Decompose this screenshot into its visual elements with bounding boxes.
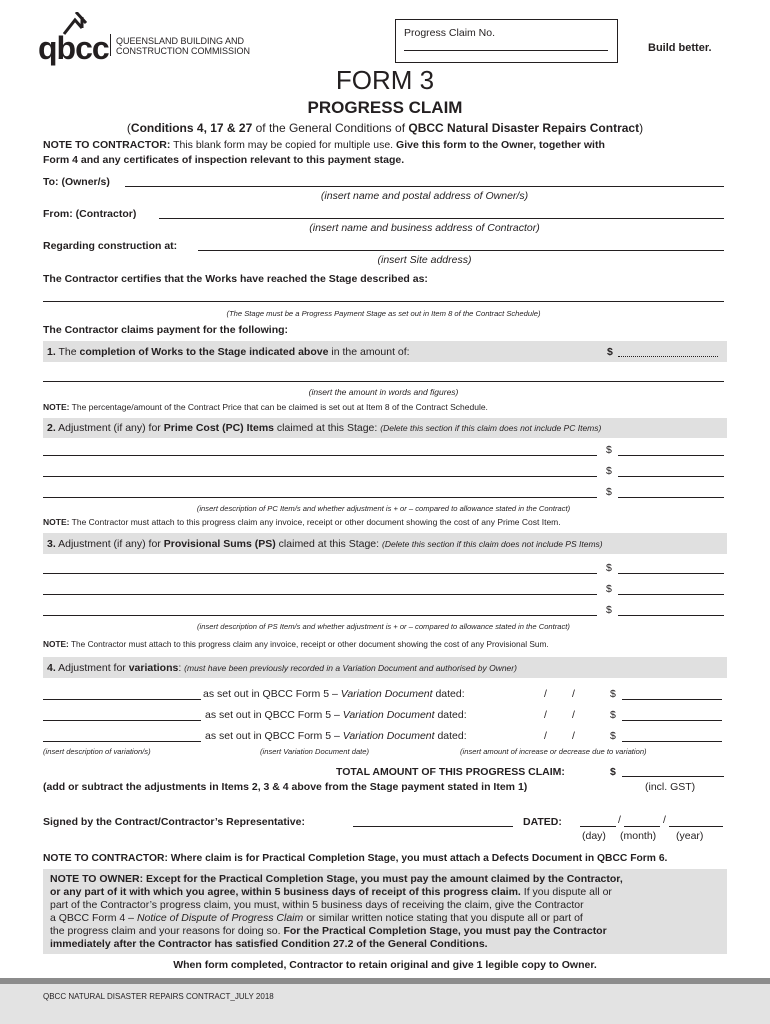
footer-text: QBCC NATURAL DISASTER REPAIRS CONTRACT_JULY 2018	[43, 992, 274, 1001]
ps-item-description-2[interactable]	[43, 594, 597, 595]
total-label: TOTAL AMOUNT OF THIS PROGRESS CLAIM:	[336, 766, 565, 778]
signed-label: Signed by the Contract/Contractor’s Representative:	[43, 816, 305, 828]
owner-note-line6: immediately after the Contractor has satisfied Condition 27.2 of the General Conditions.	[50, 938, 488, 950]
variation-amount-2[interactable]	[622, 720, 722, 721]
pc-item-description-2[interactable]	[43, 476, 597, 477]
certifies-text: The Contractor certifies that the Works have reached the Stage described as:	[43, 273, 428, 285]
dated-label: DATED:	[523, 816, 562, 828]
note-to-contractor: NOTE TO CONTRACTOR: This blank form may be copied for multiple use. Give this form to the Owner, together with	[43, 139, 605, 151]
progress-claim-no-label: Progress Claim No.	[404, 27, 496, 39]
date-year-field[interactable]	[669, 826, 723, 827]
logo-divider	[110, 34, 111, 56]
variation-date-slash-2a: /	[544, 709, 547, 721]
total-subtext: (add or subtract the adjustments in Items 2, 3 & 4 above from the Stage payment stated in Item 1)	[43, 781, 528, 793]
variation-description-2[interactable]	[43, 720, 201, 721]
pc-item-dollar-2: $	[606, 465, 612, 477]
from-contractor-label: From: (Contractor)	[43, 208, 137, 220]
owner-note-line1: NOTE TO OWNER: Except for the Practical Completion Stage, you must pay the amount claimed by the Contractor,	[50, 873, 623, 885]
pc-item-amount-2[interactable]	[618, 476, 724, 477]
form-title: PROGRESS CLAIM	[307, 98, 463, 117]
section-4-heading: 4. Adjustment for variations: (must have been previously recorded in a Variation Document and authorised by Owner)	[47, 662, 517, 674]
section-2-hint: (insert description of PC Item/s and whether adjustment is + or – compared to allowance stated in the Contract)	[196, 504, 571, 513]
variation-amount-1[interactable]	[622, 699, 722, 700]
regarding-label: Regarding construction at:	[43, 240, 178, 252]
from-contractor-field[interactable]	[159, 218, 724, 219]
pc-item-dollar-3: $	[606, 486, 612, 498]
variation-row-text-3: as set out in QBCC Form 5 – Variation Document dated:	[205, 730, 467, 742]
section-3-hint: (insert description of PS Item/s and whether adjustment is + or – compared to allowance stated in the Contract)	[197, 622, 570, 631]
ps-item-dollar-2: $	[606, 583, 612, 595]
pc-item-description-1[interactable]	[43, 455, 597, 456]
section-1-words-field[interactable]	[43, 381, 724, 382]
variation-row-text-2: as set out in QBCC Form 5 – Variation Document dated:	[205, 709, 467, 721]
variation-amount-3[interactable]	[622, 741, 722, 742]
section-3-heading: 3. Adjustment (if any) for Provisional Sums (PS) claimed at this Stage: (Delete this section if this claim does not include PS Items)	[47, 538, 603, 550]
practical-completion-note: NOTE TO CONTRACTOR: Where claim is for Practical Completion Stage, you must attach a Defects Document in QBCC Form 6.	[43, 853, 668, 864]
qbcc-logo	[38, 12, 118, 70]
variation-date-slash-1b: /	[572, 688, 575, 700]
section-3-note: NOTE: The Contractor must attach to this progress claim any invoice, receipt or other document showing the cost of any Provisional Sum.	[43, 639, 549, 649]
date-slash-2: /	[663, 814, 666, 826]
date-year-hint: (year)	[676, 830, 704, 842]
org-name-line2: CONSTRUCTION COMMISSION	[116, 46, 250, 56]
ps-item-description-1[interactable]	[43, 573, 597, 574]
claims-payment-text: The Contractor claims payment for the following:	[43, 324, 289, 336]
stage-description-field[interactable]	[43, 301, 724, 302]
date-slash-1: /	[618, 814, 621, 826]
owner-note-line4: a QBCC Form 4 – Notice of Dispute of Progress Claim or similar written notice stating that you dispute all or part of	[50, 912, 583, 924]
variation-date-slash-3a: /	[544, 730, 547, 742]
progress-claim-no-field[interactable]	[404, 50, 608, 51]
pc-item-description-3[interactable]	[43, 497, 597, 498]
variation-hint-description: (insert description of variation/s)	[43, 747, 151, 756]
ps-item-amount-2[interactable]	[618, 594, 724, 595]
section-2-heading: 2. Adjustment (if any) for Prime Cost (PC) Items claimed at this Stage: (Delete this section if this claim does not include PC Items)	[47, 422, 602, 434]
variation-hint-amount: (insert amount of increase or decrease due to variation)	[460, 747, 647, 756]
pc-item-amount-3[interactable]	[618, 497, 724, 498]
logo-wordmark: qbcc	[38, 30, 109, 66]
section-1-note: NOTE: The percentage/amount of the Contract Price that can be claimed is set out at Item 8 of the Contract Schedule.	[43, 402, 488, 412]
variation-date-slash-1a: /	[544, 688, 547, 700]
section-1-dollar: $	[607, 346, 613, 358]
variation-hint-date: (insert Variation Document date)	[260, 747, 370, 756]
form-number: FORM 3	[335, 65, 435, 95]
regarding-field[interactable]	[198, 250, 724, 251]
section-1-heading: 1. The completion of Works to the Stage indicated above in the amount of:	[47, 346, 410, 358]
from-contractor-hint: (insert name and business address of Contractor)	[309, 222, 540, 234]
stage-hint: (The Stage must be a Progress Payment Stage as set out in Item 8 of the Contract Schedule)	[226, 309, 541, 318]
ps-item-dollar-3: $	[606, 604, 612, 616]
signature-field[interactable]	[353, 826, 513, 827]
date-day-field[interactable]	[580, 826, 616, 827]
slogan: Build better.	[648, 42, 712, 54]
section-1-hint: (insert the amount in words and figures)	[308, 387, 459, 397]
to-owner-field[interactable]	[125, 186, 724, 187]
owner-note-line3: part of the Contractor’s progress claim, you must, within 5 business days of receiving the claim, give the Contractor	[50, 899, 584, 911]
variation-description-1[interactable]	[43, 699, 201, 700]
date-month-field[interactable]	[624, 826, 660, 827]
ps-item-amount-3[interactable]	[618, 615, 724, 616]
org-name-line1: QUEENSLAND BUILDING AND	[116, 36, 245, 46]
note-to-contractor-line2: Form 4 and any certificates of inspection relevant to this payment stage.	[43, 154, 405, 166]
ps-item-amount-1[interactable]	[618, 573, 724, 574]
retain-original-note: When form completed, Contractor to retain original and give 1 legible copy to Owner.	[173, 959, 597, 971]
variation-dollar-1: $	[610, 688, 616, 700]
to-owner-hint: (insert name and postal address of Owner/s)	[320, 190, 529, 202]
total-amount-field[interactable]	[622, 776, 724, 777]
section-1-amount-field[interactable]	[618, 356, 718, 357]
date-day-hint: (day)	[582, 830, 606, 842]
total-gst: (incl. GST)	[645, 781, 696, 793]
variation-description-3[interactable]	[43, 741, 201, 742]
owner-note-line5: the progress claim and your reasons for doing so. For the Practical Completion Stage, you must pay the Contractor	[50, 925, 607, 937]
date-month-hint: (month)	[620, 830, 657, 842]
total-dollar: $	[610, 766, 616, 778]
regarding-hint: (insert Site address)	[377, 254, 472, 266]
variation-row-text-1: as set out in QBCC Form 5 – Variation Document dated:	[203, 688, 465, 700]
to-owner-label: To: (Owner/s)	[43, 176, 110, 188]
variation-date-slash-2b: /	[572, 709, 575, 721]
section-2-note: NOTE: The Contractor must attach to this progress claim any invoice, receipt or other document showing the cost of any Prime Cost Item.	[43, 517, 561, 527]
ps-item-description-3[interactable]	[43, 615, 597, 616]
conditions-line: (Conditions 4, 17 & 27 of the General Conditions of QBCC Natural Disaster Repairs Contract)	[126, 121, 644, 135]
ps-item-dollar-1: $	[606, 562, 612, 574]
variation-dollar-3: $	[610, 730, 616, 742]
progress-claim-no-box	[395, 19, 618, 63]
owner-note-line2: or any part of it with which you agree, within 5 business days of receipt of this progress claim. If you dispute all or	[50, 886, 612, 898]
pc-item-amount-1[interactable]	[618, 455, 724, 456]
variation-dollar-2: $	[610, 709, 616, 721]
pc-item-dollar-1: $	[606, 444, 612, 456]
variation-date-slash-3b: /	[572, 730, 575, 742]
